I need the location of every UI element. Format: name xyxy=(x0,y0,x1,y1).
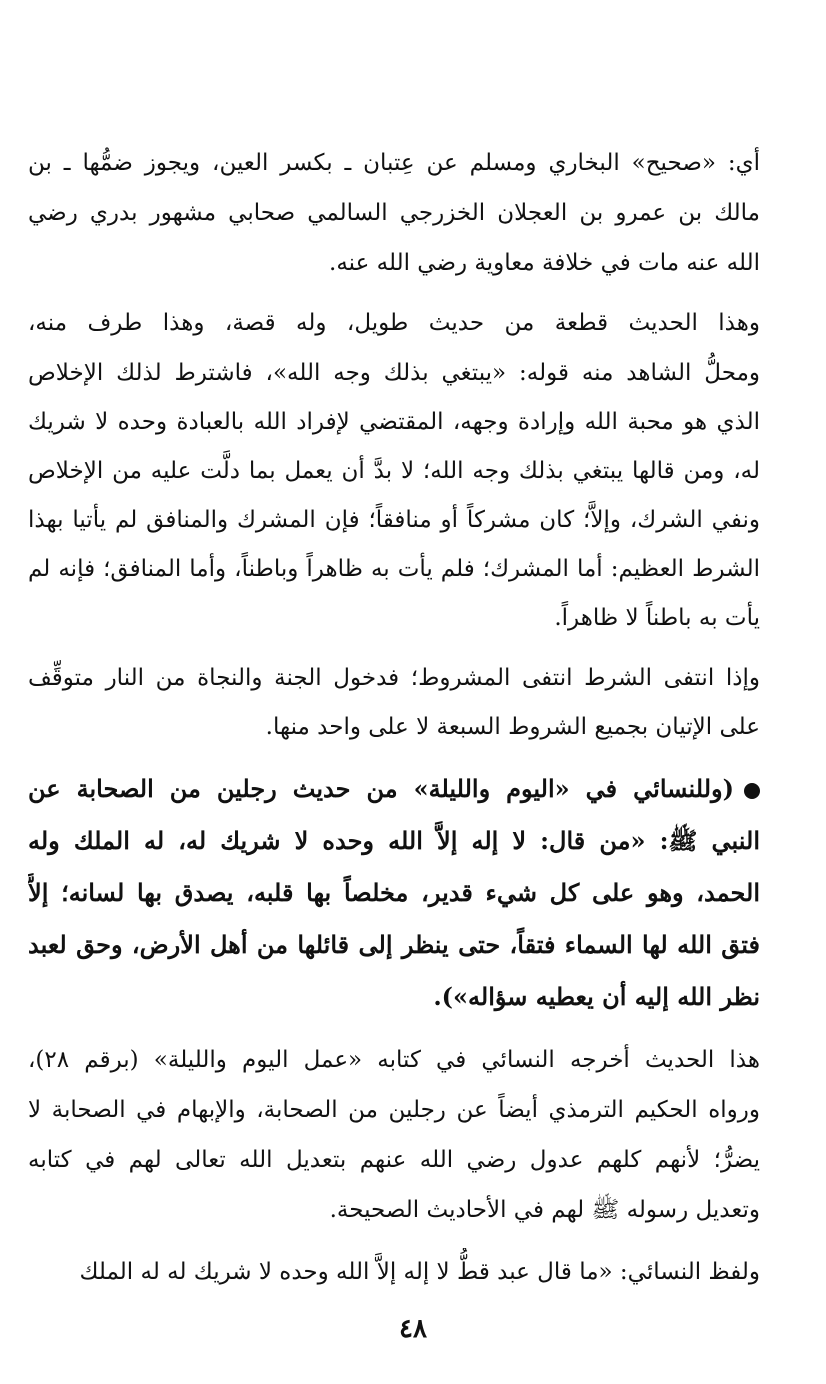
text-line: له، ومن قالها يبتغي بذلك وجه الله؛ لا بدَّ أن يعمل بما دلَّت عليه من الإخلاص xyxy=(28,458,760,484)
text-line: يضرُّ؛ لأنهم كلهم عدول رضي الله عنهم بتعديل الله تعالى لهم في كتابه xyxy=(28,1147,760,1173)
text-line: ونفي الشرك، وإلاَّ؛ كان مشركاً أو منافقاً؛ فإن المشرك والمنافق لم يأتيا بهذا xyxy=(28,507,760,533)
text-line: ورواه الحكيم الترمذي أيضاً عن رجلين من الصحابة، والإبهام في الصحابة لا xyxy=(28,1097,760,1123)
text-line: أي: «صحيح» البخاري ومسلم عن عِتبان ـ بكسر العين، ويجوز ضمُّها ـ بن xyxy=(28,150,760,176)
text-line: الذي هو محبة الله وإرادة وجهه، المقتضي لإفراد الله بالعبادة وحده لا شريك xyxy=(28,409,760,435)
hadith-line: فتق الله لها السماء فتقاً، حتى ينظر إلى قائلها من أهل الأرض، وحق لعبد xyxy=(28,930,760,959)
text-line: الشرط العظيم: أما المشرك؛ فلم يأت به ظاهراً وباطناً، وأما المنافق؛ فإنه لم xyxy=(28,556,760,582)
hadith-line: النبي ﷺ: «من قال: لا إله إلاَّ الله وحده لا شريك له، له الملك وله xyxy=(28,826,760,855)
text-line: وتعديل رسوله ﷺ لهم في الأحاديث الصحيحة. xyxy=(329,1197,760,1223)
text-line: الله عنه مات في خلافة معاوية رضي الله عنه. xyxy=(329,250,760,276)
text-line: وهذا الحديث قطعة من حديث طويل، وله قصة، وهذا طرف منه، xyxy=(28,310,760,336)
text-line: ومحلُّ الشاهد منه قوله: «يبتغي بذلك وجه الله»، فاشترط لذلك الإخلاص xyxy=(28,360,760,386)
text-line: وإذا انتفى الشرط انتفى المشروط؛ فدخول الجنة والنجاة من النار متوقِّف xyxy=(28,665,760,691)
page-number: ٤٨ xyxy=(399,1314,427,1344)
text-line: هذا الحديث أخرجه النسائي في كتابه «عمل اليوم والليلة» (برقم ٢٨)، xyxy=(28,1047,760,1073)
hadith-line: (وللنسائي في «اليوم والليلة» من حديث رجلين من الصحابة عن xyxy=(28,765,760,813)
text-line: يأت به باطناً لا ظاهراً. xyxy=(554,605,760,631)
text-line: ولفظ النسائي: «ما قال عبد قطُّ لا إله إلاَّ الله وحده لا شريك له له الملك xyxy=(79,1259,760,1285)
bullet-icon xyxy=(744,783,760,799)
hadith-line: نظر الله إليه أن يعطيه سؤاله»). xyxy=(433,982,760,1011)
hadith-line: الحمد، وهو على كل شيء قدير، مخلصاً بها قلبه، يصدق بها لسانه؛ إلاَّ xyxy=(28,878,760,907)
text-line: على الإتيان بجميع الشروط السبعة لا على واحد منها. xyxy=(265,714,760,740)
text-line: مالك بن عمرو بن العجلان الخزرجي السالمي صحابي مشهور بدري رضي xyxy=(28,200,760,226)
